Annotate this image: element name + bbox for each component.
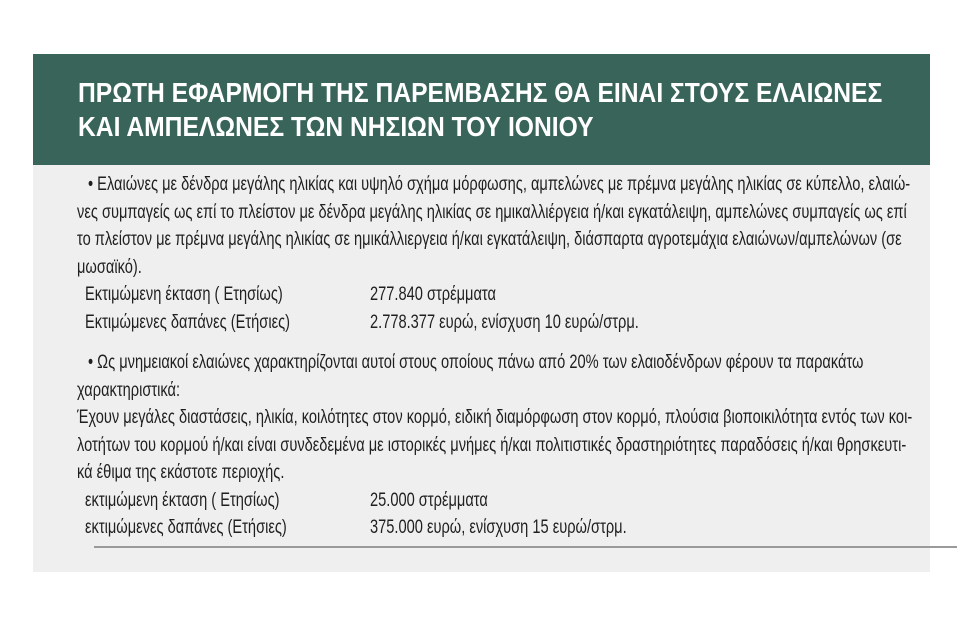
panel-content (33, 171, 930, 548)
stat-label: εκτιμώμενες δαπάνες (Ετήσιες) (85, 517, 287, 538)
stat-value: 25.000 στρέμματα (370, 489, 488, 511)
paragraph-line: • Ελαιώνες με δένδρα μεγάλης ηλικίας και υψηλό σχήμα μόρφωσης, αμπελώνες με πρέμνα μεγάλης ηλικίας σε κύπελλο, ελαιώ- (88, 174, 911, 195)
paragraph-line: Έχουν μεγάλες διαστάσεις, ηλικία, κοιλότητες στον κορμό, ειδική διαμόρφωση στον κορμό, πλούσια βιοποικιλότητα εντός των κοι- (77, 407, 913, 428)
info-panel (33, 54, 930, 572)
section-monumental-olives (77, 349, 930, 542)
paragraph-line: κά έθιμα της εκάστοτε περιοχής. (77, 462, 285, 483)
stat-label: εκτιμώμενη έκταση ( Ετησίως) (85, 489, 280, 511)
page-title (78, 76, 960, 144)
stat-value: 375.000 ευρώ, ενίσχυση 15 ευρώ/στρμ. (370, 517, 627, 538)
paragraph-line: το πλείστον με πρέμνα μεγάλης ηλικίας σε ημικάλλιεργεια ή/και εγκατάλειψη, διάσπαρτα αγροτεμάχια ελαιώνων/αμπελώνων (σε (77, 229, 902, 250)
panel-header (33, 54, 930, 165)
paragraph-line: χαρακτηριστικά: (77, 379, 181, 401)
stat-row-estimated-costs (77, 309, 930, 337)
page-title-line-2: ΚΑΙ ΑΜΠΕΛΩΝΕΣ ΤΩΝ ΝΗΣΙΩΝ ΤΟΥ ΙΟΝΙΟΥ (78, 110, 594, 142)
paragraph-line: λοτήτων του κορμού ή/και είναι συνδεδεμένα με ιστορικές μνήμες ή/και πολιτιστικές δραστηριότητες παραδόσεις ή/και θρησκευτι- (77, 434, 907, 456)
stat-row-estimated-area (77, 281, 930, 309)
stat-label: Εκτιμώμενες δαπάνες (Ετήσιες) (85, 311, 291, 333)
stat-row-estimated-costs (77, 514, 930, 542)
stat-value: 2.778.377 ευρώ, ενίσχυση 10 ευρώ/στρμ. (370, 311, 639, 333)
panel-body (33, 165, 930, 572)
stat-row-estimated-area (77, 487, 930, 515)
bottom-divider (94, 546, 957, 548)
page-title-line-1: ΠΡΩΤΗ ΕΦΑΡΜΟΓΗ ΤΗΣ ΠΑΡΕΜΒΑΣΗΣ ΘΑ ΕΙΝΑΙ ΣΤΟΥΣ ΕΛΑΙΩΝΕΣ (78, 76, 883, 108)
stat-label: Εκτιμώμενη έκταση ( Ετησίως) (85, 284, 283, 305)
paragraph-line: νες συμπαγείς ως επί το πλείστον με δένδρα μεγάλης ηλικίας σε ημικαλλιέργεια ή/και εγκατάλειψη, αμπελώνες συμπαγείς ως επί (77, 201, 907, 223)
stat-value: 277.840 στρέμματα (370, 284, 496, 305)
paragraph-line: • Ως μνημειακοί ελαιώνες χαρακτηρίζονται αυτοί στους οποίους πάνω από 20% των ελαιοδένδρων φέρουν τα παρακάτω (88, 352, 864, 373)
paragraph-line: μωσαϊκό). (77, 256, 142, 278)
section-olive-vineyards (77, 171, 930, 336)
